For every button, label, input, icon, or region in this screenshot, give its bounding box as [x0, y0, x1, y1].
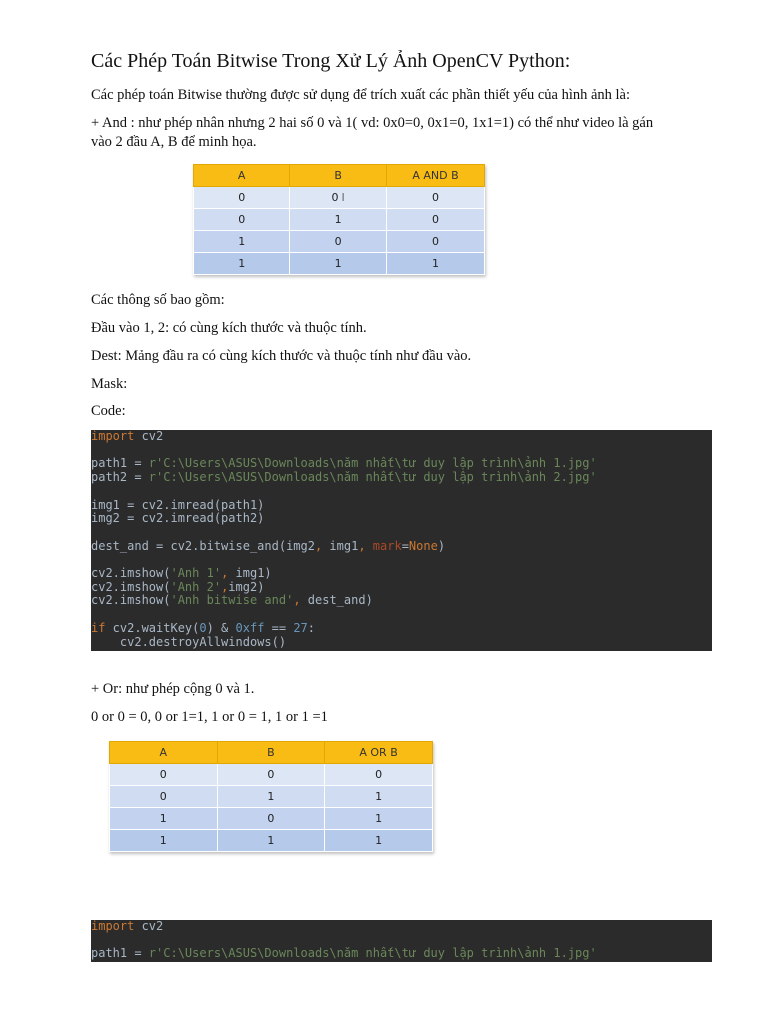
and-table-cell: 0	[194, 187, 290, 209]
or-description: + Or: như phép cộng 0 và 1.	[91, 681, 255, 697]
page-title: Các Phép Toán Bitwise Trong Xử Lý Ảnh OpenCV Python:	[91, 50, 571, 72]
params-heading: Các thông số bao gồm:	[91, 292, 225, 308]
and-table-header-row	[194, 165, 485, 187]
code-token: cv2.waitKey(	[105, 620, 200, 635]
and-truth-table	[193, 164, 485, 275]
code-token: mark	[365, 538, 402, 553]
or-table-cell: 1	[325, 786, 433, 808]
or-examples: 0 or 0 = 0, 0 or 1=1, 1 or 0 = 1, 1 or 1 =1	[91, 709, 328, 725]
and-table-row	[194, 253, 485, 275]
code-token: 'Anh 2'	[170, 579, 222, 594]
param-dest: Dest: Mảng đầu ra có cùng kích thước và thuộc tính như đầu vào.	[91, 348, 472, 364]
and-description-line1: + And : như phép nhân nhưng 2 hai số 0 và 1( vd: 0x0=0, 0x1=0, 1x1=1) có thể như video là gán	[91, 115, 654, 131]
code-line: img2 = cv2.imread(path2)	[91, 511, 265, 526]
and-table-cell: 1	[290, 209, 387, 231]
or-table-cell: 1	[325, 830, 433, 852]
or-table-cell: 1	[110, 830, 218, 852]
code-token: )	[437, 538, 446, 553]
code-token: 0	[199, 620, 207, 635]
code-token: path2 =	[91, 470, 149, 485]
or-table-cell: 1	[217, 786, 325, 808]
code-token: cv2	[134, 920, 164, 933]
code-line: cv2.destroyAllwindows()	[91, 634, 287, 649]
code-token: img1)	[228, 566, 272, 581]
and-table-row	[194, 187, 485, 209]
code-token: if	[91, 620, 106, 635]
or-table-cell: 0	[110, 786, 218, 808]
intro-paragraph: Các phép toán Bitwise thường được sử dụng để trích xuất các phần thiết yếu của hình ảnh là:	[91, 87, 631, 103]
code-token: path1 =	[91, 946, 149, 961]
code-token: r'C:\Users\ASUS\Downloads\năm nhất\tư duy lập trình\ảnh 2.jpg'	[148, 470, 597, 485]
code-token: ) &	[206, 620, 236, 635]
code-token: path1 =	[91, 456, 149, 471]
code-token: 0xff	[235, 620, 265, 635]
and-table-cell: 0	[194, 209, 290, 231]
and-table-cell: 0	[386, 187, 484, 209]
and-table-cell-value: 0	[331, 191, 339, 204]
and-table-cell: 0	[290, 231, 387, 253]
or-table-cell: 0	[217, 764, 325, 786]
and-description	[91, 114, 713, 152]
or-table-row	[110, 786, 433, 808]
and-table-cell: 0	[386, 209, 484, 231]
or-table-cell: 0	[217, 808, 325, 830]
code-token: r'C:\Users\ASUS\Downloads\năm nhất\tư duy lập trình\ảnh 1.jpg'	[148, 456, 597, 471]
code-block-or	[91, 920, 712, 962]
or-table-header: A	[110, 742, 218, 764]
code-token: ,	[314, 538, 323, 553]
text-cursor-icon: I	[341, 191, 345, 204]
and-table-header: B	[290, 165, 387, 187]
or-table-header-row	[110, 742, 433, 764]
code-token: dest_and)	[300, 593, 373, 608]
or-table-cell: 0	[325, 764, 433, 786]
param-mask: Mask:	[91, 376, 128, 392]
code-token: r'C:\Users\ASUS\Downloads\năm nhất\tư duy lập trình\ảnh 1.jpg'	[148, 946, 597, 961]
and-table-cell: 1	[386, 253, 484, 275]
code-block-and	[91, 430, 712, 651]
and-table-row	[194, 231, 485, 253]
code-token: img2)	[228, 579, 265, 594]
code-token: cv2.imshow(	[91, 566, 171, 581]
code-token: ,	[358, 538, 366, 553]
code-token: ,	[221, 566, 229, 581]
and-description-line2: vào 2 đầu A, B để minh họa.	[91, 134, 257, 150]
or-table-cell: 1	[217, 830, 325, 852]
code-token: =	[401, 538, 409, 553]
code-token: 'Anh 1'	[170, 566, 222, 581]
or-table-row	[110, 808, 433, 830]
code-token: None	[408, 538, 438, 553]
or-table-cell: 1	[110, 808, 218, 830]
or-table-row	[110, 764, 433, 786]
or-table-header: B	[217, 742, 325, 764]
and-table-header: A AND B	[386, 165, 484, 187]
code-token: 'Anh bitwise and'	[170, 593, 294, 608]
code-token: ,	[293, 593, 301, 608]
and-table-header: A	[194, 165, 290, 187]
code-token: dest_and = cv2.bitwise_and(img2	[91, 538, 315, 553]
and-table-cell: 0	[386, 231, 484, 253]
code-token: :	[307, 620, 316, 635]
code-token: cv2.imshow(	[91, 579, 171, 594]
and-table-cell: 1	[194, 231, 290, 253]
code-line: img1 = cv2.imread(path1)	[91, 497, 265, 512]
code-token: import	[91, 920, 135, 933]
code-label: Code:	[91, 403, 126, 419]
and-table-cell: 1	[290, 253, 387, 275]
code-token: img1	[322, 538, 359, 553]
or-table-cell: 1	[325, 808, 433, 830]
or-table-cell: 0	[110, 764, 218, 786]
code-token: cv2	[134, 430, 164, 443]
param-inputs: Đầu vào 1, 2: có cùng kích thước và thuộc tính.	[91, 320, 367, 336]
or-truth-table	[109, 741, 433, 852]
and-table-cell	[290, 187, 387, 209]
code-token: import	[91, 430, 135, 443]
code-token: ==	[264, 620, 294, 635]
code-token: ,	[221, 579, 229, 594]
code-token: 27	[293, 620, 308, 635]
code-token: cv2.imshow(	[91, 593, 171, 608]
or-table-header: A OR B	[325, 742, 433, 764]
and-table-cell: 1	[194, 253, 290, 275]
and-table-row	[194, 209, 485, 231]
or-table-row	[110, 830, 433, 852]
